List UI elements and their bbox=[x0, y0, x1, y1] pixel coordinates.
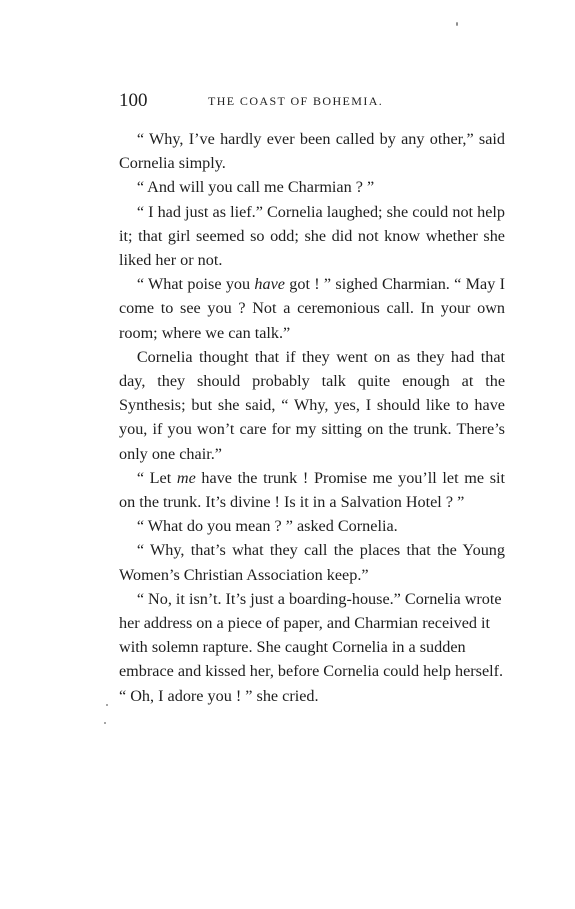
paper-speck bbox=[104, 722, 106, 724]
text-run: “ Let bbox=[136, 468, 177, 487]
paragraph bbox=[119, 466, 505, 514]
paragraph bbox=[119, 538, 505, 586]
text-run: “ I had just as lief.” Cornelia laughed; she could not help it; that girl seemed so odd; she did not know whether she liked her or not. bbox=[119, 202, 505, 270]
italic-text: me bbox=[176, 468, 196, 487]
running-title: THE COAST OF BOHEMIA. bbox=[208, 94, 384, 108]
text-run: “ Why, that’s what they call the places that the Young Women’s Christian Association keep.” bbox=[119, 541, 505, 584]
text-run: “ Why, I’ve hardly ever been called by any other,” said Cornelia simply. bbox=[119, 130, 505, 173]
text-run: Cornelia thought that if they went on as they had that day, they should probably talk quite enough at the Synthesis; but she said, “ Why, yes, I should like to have you, if you won’t care for my sitting on the trunk. There’s only one chair.” bbox=[119, 347, 505, 463]
paragraph bbox=[119, 514, 505, 538]
italic-text: have bbox=[254, 275, 285, 294]
text-run: “ What do you mean ? ” asked Cornelia. bbox=[136, 517, 398, 536]
text-run: got ! ” sighed Charmian. “ May I come to see you ? Not a ceremonious call. In your own room; where we can talk.” bbox=[119, 275, 505, 342]
paper-speck bbox=[106, 704, 108, 706]
paragraph bbox=[119, 200, 505, 273]
page-header bbox=[119, 88, 509, 114]
text-run: “ And will you call me Charmian ? ” bbox=[136, 178, 375, 197]
paper-speck bbox=[456, 22, 458, 26]
text-run: “ No, it isn’t. It’s just a boarding-house.” Cornelia wrote her address on a piece of paper, and Charmian received it with solemn rapture. She caught Cornelia in a sudden embrace and kissed her, before Cornelia could help herself. “ Oh, I adore you ! ” she cried. bbox=[119, 589, 504, 705]
paragraph bbox=[119, 587, 505, 708]
text-run: “ What poise you bbox=[136, 275, 255, 294]
body-text bbox=[119, 127, 505, 708]
paragraph bbox=[119, 345, 505, 466]
page-number: 100 bbox=[119, 90, 148, 111]
text-run: have the trunk ! Promise me you’ll let me sit on the trunk. It’s divine ! Is it in a Salvation Hotel ? ” bbox=[119, 468, 505, 512]
paragraph bbox=[119, 175, 505, 199]
paragraph bbox=[119, 127, 505, 175]
paragraph bbox=[119, 272, 505, 345]
